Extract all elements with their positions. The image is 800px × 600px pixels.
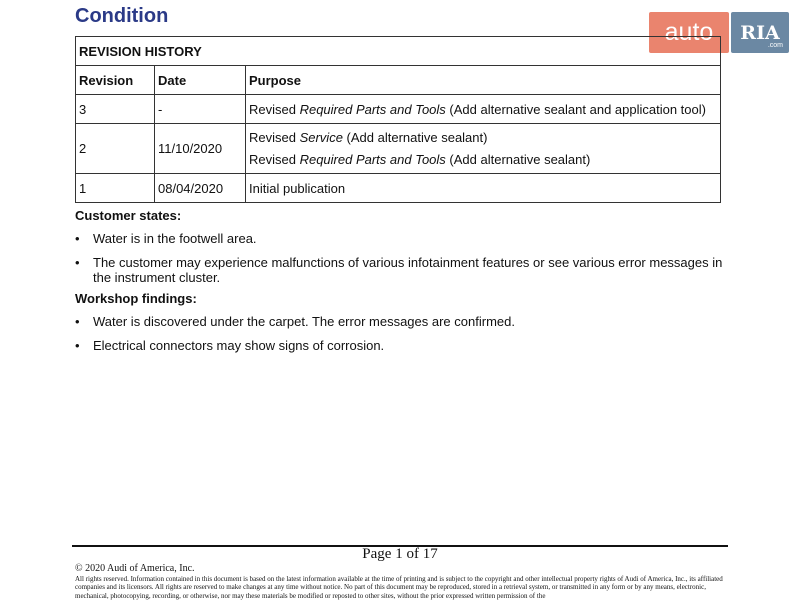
cell-purpose: Initial publication xyxy=(246,174,721,203)
page-number: Page 1 of 17 xyxy=(362,546,438,562)
copyright-notice: © 2020 Audi of America, Inc. xyxy=(75,563,195,574)
list-item-text: The customer may experience malfunctions of various infotainment features or see various error messages in the instrument cluster. xyxy=(93,255,723,285)
cell-purpose xyxy=(246,124,721,174)
table-row xyxy=(76,124,721,174)
purpose-section: Required Parts and Tools xyxy=(299,152,446,167)
page-heading: Condition xyxy=(75,5,169,27)
cell-date: - xyxy=(155,95,246,124)
purpose-prefix: Revised xyxy=(249,101,300,117)
customer-states-label: Customer states: xyxy=(75,208,182,223)
cell-purpose xyxy=(246,95,721,124)
purpose-section: Service xyxy=(299,130,343,145)
watermark-ria xyxy=(731,12,789,53)
list-item xyxy=(75,255,725,285)
watermark-auto: auto xyxy=(649,12,729,53)
purpose-line xyxy=(249,130,717,145)
purpose-prefix: Revised xyxy=(249,130,300,145)
list-item xyxy=(75,231,725,246)
cell-revision: 1 xyxy=(76,174,155,203)
table-row xyxy=(76,95,721,124)
watermark-ria-text: RIA xyxy=(740,21,780,44)
column-header-revision: Revision xyxy=(76,66,155,95)
legal-disclaimer: All rights reserved. Information contained in this document is based on the latest information available at the time of printing and is subject to the copyright and other intellectual property rights of Audi of America, Inc., its affiliated companies and its licensors. All rights are reserved to make changes at any time without notice. No part of this document may be reproduced, stored in a retrieval system, or transmitted in any form or by any means, electronic, mechanical, photocopying, recording, or otherwise, nor may these materials be modified or reposted to other sites, without the prior expressed written permission of the xyxy=(75,575,723,600)
list-item-text: Water is discovered under the carpet. The error messages are confirmed. xyxy=(93,314,515,329)
revision-history-table xyxy=(75,36,721,203)
purpose-section: Required Parts and Tools xyxy=(299,101,446,117)
bullet-icon: • xyxy=(75,314,80,329)
purpose-prefix: Revised xyxy=(249,152,300,167)
cell-revision: 2 xyxy=(76,124,155,174)
bullet-icon: • xyxy=(75,231,80,246)
workshop-findings-label: Workshop findings: xyxy=(75,291,197,306)
list-item xyxy=(75,338,725,353)
purpose-note: (Add alternative sealant) xyxy=(445,152,591,167)
cell-date: 08/04/2020 xyxy=(155,174,246,203)
bullet-icon: • xyxy=(75,338,80,353)
cell-revision: 3 xyxy=(76,95,155,124)
cell-date: 11/10/2020 xyxy=(155,124,246,174)
column-header-date: Date xyxy=(155,66,246,95)
table-row xyxy=(76,174,721,203)
purpose-note: (Add alternative sealant) xyxy=(342,130,488,145)
watermark-com: .com xyxy=(767,42,783,49)
purpose-note: (Add alternative sealant and application tool) xyxy=(445,101,706,117)
list-item xyxy=(75,314,725,329)
list-item-text: Water is in the footwell area. xyxy=(93,231,257,246)
table-title: REVISION HISTORY xyxy=(76,37,721,66)
column-header-purpose: Purpose xyxy=(246,66,721,95)
list-item-text: Electrical connectors may show signs of corrosion. xyxy=(93,338,385,353)
bullet-icon: • xyxy=(75,255,80,270)
purpose-line xyxy=(249,152,717,167)
